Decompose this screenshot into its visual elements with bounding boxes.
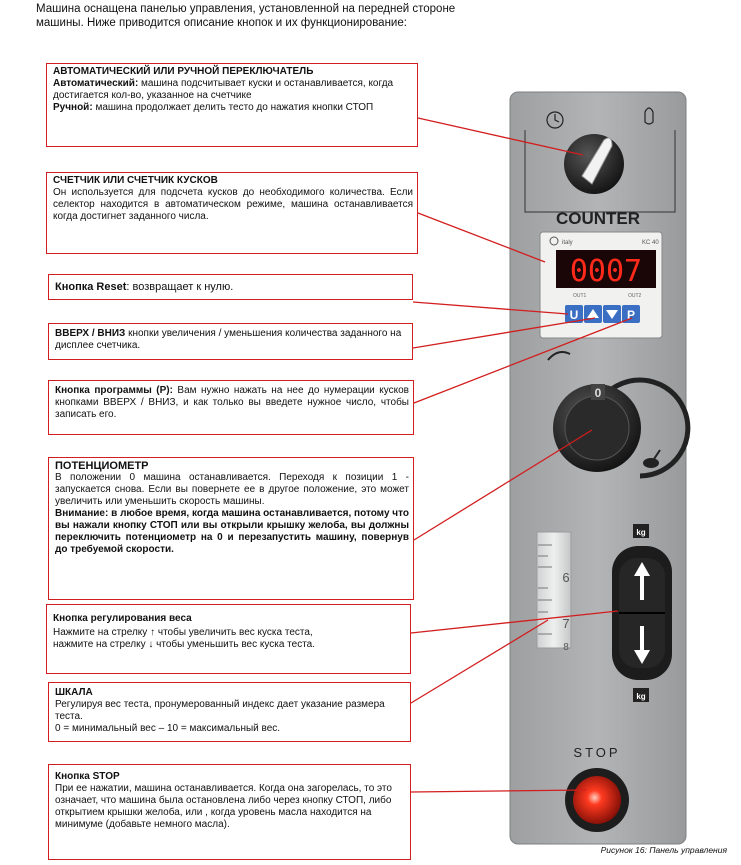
panel-counter-label: COUNTER bbox=[555, 209, 641, 228]
intro-line-1: Машина оснащена панелью управления, установленной на передней стороне bbox=[36, 3, 456, 15]
svg-text:U: U bbox=[569, 308, 579, 322]
potentiometer-callout: ПОТЕНЦИОМЕТР В положении 0 машина останавливается. Переходя к позиции 1 - запускается снова. Если вы повернете ее в другое положение, это может увеличить или уменьшить скорость машины. Внимание: в любое время, когда машина останавливается, потому что вы нажали кнопку СТОП или вы открыли крышку желоба, вы должны переключить потенциометр на 0 и перезапустить машину, повернув до требуемой скорости. bbox=[48, 457, 414, 600]
potentiometer-warning: в любое время, когда машина останавливается, потому что вы нажали кнопку СТОП или вы открыли крышку желоба, вы должны переключить потенциометр на 0 и перезапустить машину, повернув до требуемой скорости. bbox=[55, 508, 409, 555]
svg-text:STOP: STOP bbox=[573, 745, 621, 760]
stop-title: Кнопка STOP bbox=[55, 771, 120, 782]
svg-text:italy: italy bbox=[562, 240, 573, 246]
down-button[interactable] bbox=[603, 305, 621, 323]
svg-text:KC 40: KC 40 bbox=[642, 240, 659, 246]
weight-callout bbox=[46, 604, 411, 674]
intro-line-2: машины. Ниже приводится описание кнопок и их функционирование: bbox=[36, 17, 407, 29]
svg-text:OUT2: OUT2 bbox=[628, 293, 642, 299]
selector-auto-text: машина подсчитывает куски и останавливается, когда достигается кол-во, указанное на счетчике bbox=[53, 78, 394, 101]
potentiometer-text: В положении 0 машина останавливается. Переходя к позиции 1 - запускается снова. Если вы повернете ее в другое положение, это может увеличить или уменьшить скорость машины. bbox=[55, 472, 409, 507]
stop-button[interactable] bbox=[565, 745, 629, 832]
figure-caption: Рисунок 16: Панель управления bbox=[600, 845, 727, 855]
scale-title: ШКАЛА bbox=[55, 687, 93, 698]
scale-text: Регулируя вес теста, пронумерованный индекс дает указание размера теста. bbox=[55, 699, 385, 722]
counter-device bbox=[540, 232, 662, 338]
rabbit-icon bbox=[643, 458, 659, 468]
weight-line-2: нажмите на стрелку ↓ чтобы уменьшить вес куска теста. bbox=[53, 639, 316, 650]
svg-text:6: 6 bbox=[562, 570, 570, 585]
counter-callout bbox=[46, 172, 418, 254]
svg-text:0: 0 bbox=[594, 386, 602, 400]
counter-display-value: 0007 bbox=[569, 254, 643, 289]
scale-callout bbox=[48, 682, 411, 742]
weight-scale bbox=[537, 532, 571, 653]
updown-text: кнопки увеличения / уменьшения количества заданного на дисплее счетчика. bbox=[55, 328, 402, 351]
reset-text: : возвращает к нулю. bbox=[126, 281, 234, 293]
svg-text:OUT1: OUT1 bbox=[573, 293, 587, 299]
stop-callout bbox=[48, 764, 411, 860]
scale-range: 0 = минимальный вес – 10 = максимальный вес. bbox=[55, 723, 281, 734]
program-callout: Кнопка программы (P): Вам нужно нажать на нее до нумерации кусков кнопками ВВЕРХ / ВНИЗ, и как только вы введете нужное число, чтобы записать его. bbox=[48, 380, 414, 435]
svg-text:kg: kg bbox=[636, 528, 646, 537]
up-button[interactable] bbox=[584, 305, 602, 323]
selector-manual-text: машина продолжает делить тесто до нажатия кнопки СТОП bbox=[92, 102, 374, 113]
stop-text: При ее нажатии, машина останавливается. Когда она загорелась, то это означает, что машина была остановлена либо через кнопку СТОП, либо открытием крышки желоба, или , когда уровень масла находится на минимуме (добавьте немного масла). bbox=[55, 783, 392, 830]
weight-title: Кнопка регулирования веса bbox=[53, 613, 192, 624]
selector-title: АВТОМАТИЧЕСКИЙ ИЛИ РУЧНОЙ ПЕРЕКЛЮЧАТЕЛЬ bbox=[53, 66, 314, 77]
svg-text:8: 8 bbox=[563, 642, 569, 653]
potentiometer-title: ПОТЕНЦИОМЕТР bbox=[55, 460, 149, 472]
svg-text:7: 7 bbox=[562, 616, 570, 631]
svg-text:kg: kg bbox=[636, 692, 646, 701]
counter-title: СЧЕТЧИК ИЛИ СЧЕТЧИК КУСКОВ bbox=[53, 175, 218, 186]
selector-callout: АВТОМАТИЧЕСКИЙ ИЛИ РУЧНОЙ ПЕРЕКЛЮЧАТЕЛЬ Автоматический: машина подсчитывает куски и останавливается, когда достигается кол-во, указанное на счетчике Ручной: машина продолжает делить тесто до нажатия кнопки СТОП bbox=[46, 63, 418, 147]
program-text: Вам нужно нажать на нее до нумерации кусков кнопками ВВЕРХ / ВНИЗ, и как только вы введете нужное число, чтобы записать его. bbox=[55, 385, 409, 420]
svg-text:P: P bbox=[626, 308, 636, 322]
updown-callout: ВВЕРХ / ВНИЗ кнопки увеличения / уменьшения количества заданного на дисплее счетчика. bbox=[48, 323, 413, 360]
weight-line-1: Нажмите на стрелку ↑ чтобы увеличить вес куска теста, bbox=[53, 627, 313, 638]
counter-text: Он используется для подсчета кусков до необходимого количества. Если селектор находится в автоматическом режиме, машина останавливается когда достигнет заданного числа. bbox=[53, 187, 413, 222]
reset-callout: Кнопка Reset: возвращает к нулю. bbox=[48, 274, 413, 300]
